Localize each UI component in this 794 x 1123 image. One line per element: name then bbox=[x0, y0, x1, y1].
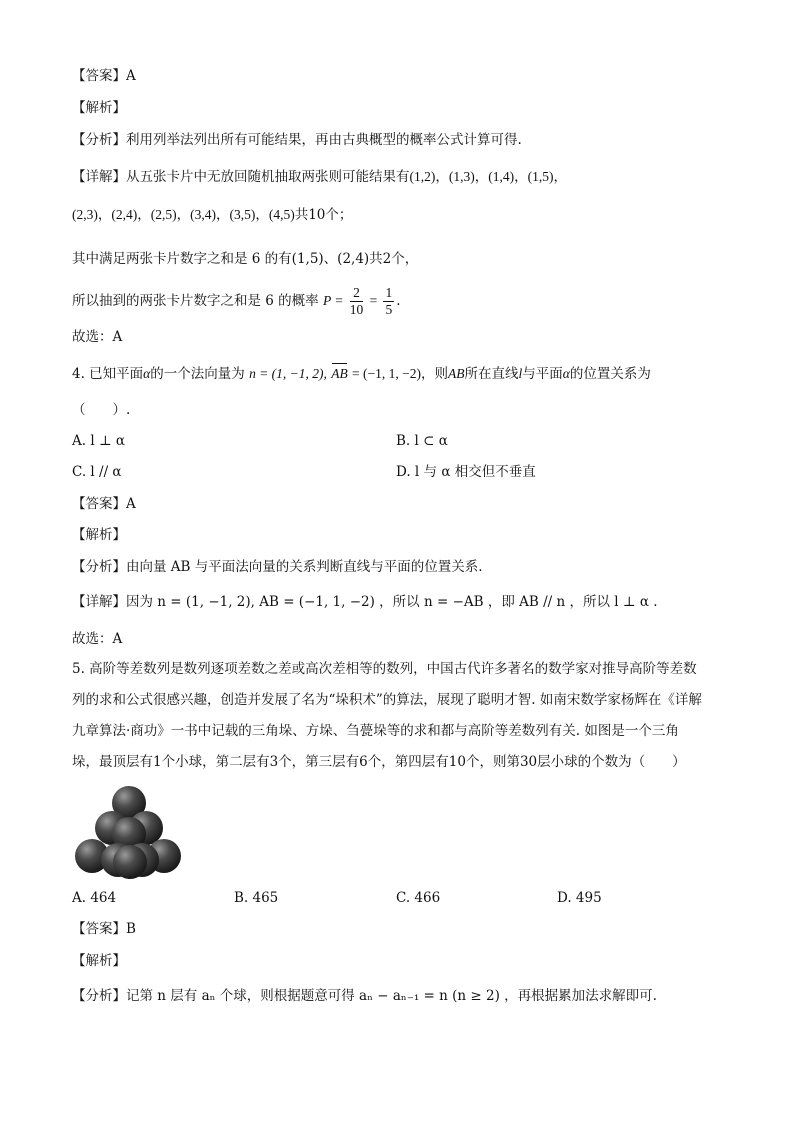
q4-text: 所在直线 bbox=[464, 366, 519, 382]
fraction-2-10 bbox=[350, 285, 364, 318]
q5-option-d: D. 495 bbox=[557, 890, 602, 906]
line-l-symbol: l bbox=[518, 366, 523, 381]
q5-analysis: 【分析】记第 n 层有 aₙ 个球，则根据题意可得 aₙ − aₙ₋₁ = n (n ≥ 2) ，再根据累加法求解即可. bbox=[72, 988, 657, 1004]
question-5-line-3: 九章算法·商功》一书中记载的三角垛、方垛、刍甍垛等的求和都与高阶等差数列有关. 如图是一个三角 bbox=[72, 723, 679, 739]
alpha-symbol: α bbox=[562, 366, 570, 381]
q4-analysis: 【分析】由向量 AB 与平面法向量的关系判断直线与平面的位置关系. bbox=[72, 559, 483, 575]
period: . bbox=[396, 293, 401, 309]
fraction-1-5 bbox=[383, 285, 394, 318]
q4-text: 的位置关系为 bbox=[569, 366, 651, 382]
q4-option-b: B. l ⊂ α bbox=[396, 433, 448, 449]
question-5-line-1: 5. 高阶等差数列是数列逐项差数之差或高次差相等的数列，中国古代许多著名的数学家对推导高阶等差数 bbox=[72, 661, 697, 677]
choose-line-3: 故选：A bbox=[72, 329, 123, 345]
q4-text: 4. 已知平面 bbox=[72, 366, 144, 382]
detail-line-3d bbox=[72, 284, 401, 318]
ab-symbol: AB bbox=[447, 366, 465, 381]
detail-math: (2,3)，(2,4)，(2,5)，(3,4)，(3,5)，(4,5) bbox=[72, 207, 295, 222]
q5-analysis-heading: 【解析】 bbox=[72, 953, 126, 969]
detail-text: 共10个； bbox=[294, 207, 353, 223]
equals-sign: = bbox=[369, 293, 378, 308]
analysis-line-3: 【分析】利用列举法列出所有可能结果，再由古典概型的概率公式计算可得. bbox=[72, 132, 522, 148]
q4-text: ，则 bbox=[420, 366, 448, 382]
detail-line-3a bbox=[72, 167, 567, 187]
detail-line-3c: 其中满足两张卡片数字之和是 6 的有(1,5)、(2,4)共2个， bbox=[72, 251, 419, 267]
detail-math: (1,2)，(1,3)，(1,4)，(1,5)， bbox=[409, 169, 567, 184]
detail-text: 所以抽到的两张卡片数字之和是 6 的概率 bbox=[72, 293, 319, 309]
denominator: 10 bbox=[349, 302, 364, 317]
q4-answer: 【答案】A bbox=[72, 496, 136, 512]
normal-vector: n = (1, −1, 2), bbox=[249, 366, 327, 381]
q4-option-c: C. l // α bbox=[72, 464, 122, 480]
question-5-line-2: 列的求和公式很感兴趣，创造并发展了名为“垛积术”的算法，展现了聪明才智. 如南宋数学家杨辉在《详解 bbox=[72, 692, 702, 708]
q4-text: 的一个法向量为 bbox=[150, 366, 245, 382]
q4-option-d: D. l 与 α 相交但不垂直 bbox=[396, 464, 536, 480]
detail-line-3b bbox=[72, 205, 352, 225]
numerator: 1 bbox=[385, 285, 393, 300]
q5-answer: 【答案】B bbox=[72, 921, 136, 937]
q5-option-a: A. 464 bbox=[72, 890, 117, 906]
numerator: 2 bbox=[350, 285, 364, 302]
q4-detail: 【详解】因为 n = (1, −1, 2), AB = (−1, 1, −2) ，所以 n = −AB ，即 AB // n ，所以 l ⊥ α . bbox=[72, 594, 658, 610]
denominator: 5 bbox=[385, 302, 393, 317]
q5-option-c: C. 466 bbox=[396, 890, 441, 906]
question-5-line-4: 垛，最顶层有1个小球，第二层有3个，第三层有6个，第四层有10个，则第30层小球的个数为（ ） bbox=[72, 754, 686, 770]
q4-text: 与平面 bbox=[522, 366, 563, 382]
answer-line-3: 【答案】A bbox=[72, 68, 136, 84]
q4-choose: 故选：A bbox=[72, 631, 123, 647]
q4-analysis-heading: 【解析】 bbox=[72, 527, 126, 543]
sphere-pyramid-figure-icon bbox=[72, 784, 184, 880]
question-4-line-2: （ ）. bbox=[72, 402, 131, 418]
vector-ab: AB bbox=[331, 364, 348, 384]
q4-option-a: A. l ⊥ α bbox=[72, 433, 126, 449]
question-4-line-1 bbox=[72, 364, 651, 384]
alpha-symbol: α bbox=[143, 366, 151, 381]
prob-symbol: P = bbox=[322, 293, 344, 308]
q5-option-b: B. 465 bbox=[234, 890, 279, 906]
analysis-heading-3: 【解析】 bbox=[72, 100, 126, 116]
vector-ab-value: = (−1, 1, −2) bbox=[352, 366, 421, 381]
detail-text: 【详解】从五张卡片中无放回随机抽取两张则可能结果有 bbox=[72, 169, 410, 185]
